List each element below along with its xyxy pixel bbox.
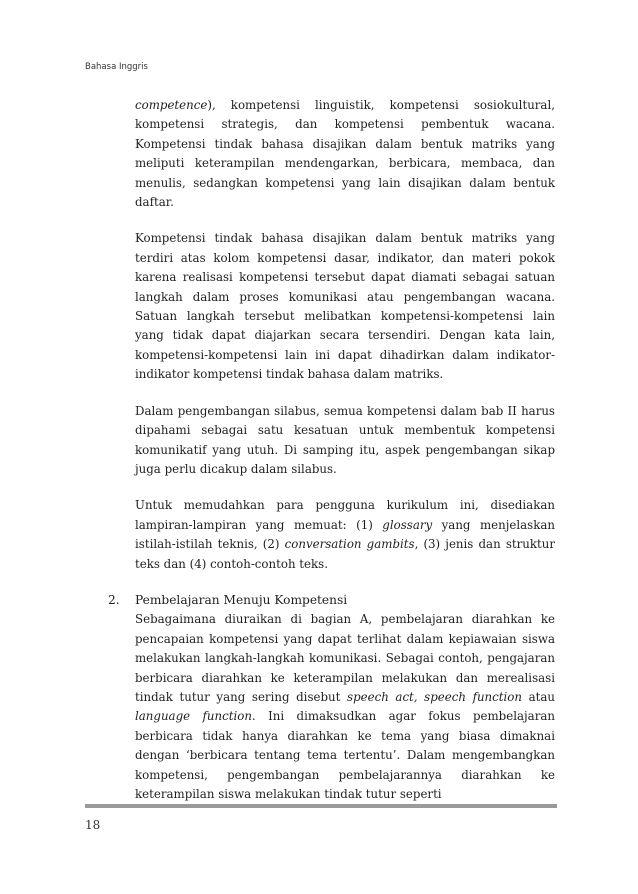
text-run: Untuk memudahkan para pengguna kurikulum ini, disediakan lampiran-lampiran yang memuat: (1) bbox=[135, 498, 555, 532]
footer-rule bbox=[85, 804, 557, 808]
body-text bbox=[108, 96, 556, 821]
italic-term: competence bbox=[135, 98, 208, 112]
text-run: Kompetensi tindak bahasa disajikan dalam bentuk matriks yang terdiri atas kolom kompetensi dasar, indikator, dan materi pokok karena realisasi kompetensi tersebut dapat diamati sebagai satuan langkah dalam proses komunikasi atau pengembangan wacana. Satuan langkah tersebut melibatkan kompetensi-kompetensi lain yang tidak dapat diajarkan secara tersendiri. Dengan kata lain, kompetensi-kompetensi lain ini dapat dihadirkan dalam indikator-indikator kompetensi tindak bahasa dalam matriks. bbox=[135, 231, 555, 382]
page-number: 18 bbox=[85, 818, 101, 832]
section-heading: Pembelajaran Menuju Kompetensi bbox=[135, 592, 348, 607]
text-run: , (3) jenis dan struktur teks dan (4) contoh-contoh teks. bbox=[135, 537, 555, 571]
text-run: atau bbox=[521, 689, 556, 704]
italic-term: glossary bbox=[382, 517, 433, 532]
text-run: Sebagaimana diuraikan di bagian A, pembelajaran diarahkan ke pencapaian kompetensi yang dapat terlihat dalam kepiawaian siswa melakukan langkah-langkah komunikasi. Sebagai contoh, pengajaran berbicara diarahkan ke keterampilan melakukan dan merealisasi tindak tutur yang sering disebut bbox=[135, 612, 555, 704]
section-2 bbox=[108, 591, 556, 804]
italic-term: speech act, speech function bbox=[347, 689, 522, 704]
paragraph bbox=[135, 496, 555, 574]
text-run: Dalam pengembangan silabus, semua kompetensi dalam bab II harus dipahami sebagai satu kesatuan untuk membentuk kompetensi komunikatif yang utuh. Di samping itu, aspek pengembangan sikap juga perlu dicakup dalam silabus. bbox=[135, 403, 555, 476]
text-run: yang menjelaskan istilah-istilah teknis, (2) bbox=[135, 517, 555, 552]
section-number: 2. bbox=[108, 592, 120, 607]
text-run: . Ini dimaksudkan agar fokus pembelajaran berbicara tidak hanya diarahkan ke tema yang biasa dimaknai dengan ‘berbicara tentang tema tertentu’. Dalam mengembangkan kompetensi, pengembangan pembelajarannya diarahkan ke keterampilan siswa melakukan tindak tutur seperti bbox=[135, 709, 555, 801]
italic-term: conversation gambits bbox=[284, 537, 415, 552]
text-run: ), kompetensi linguistik, kompetensi sosiokultural, kompetensi strategis, dan kompetensi pembentuk wacana. Kompetensi tindak bahasa disajikan dalam bentuk matriks yang meliputi keterampilan mendengarkan, berbicara, membaca, dan menulis, sedangkan kompetensi yang lain disajikan dalam bentuk daftar. bbox=[135, 98, 555, 210]
section-paragraph bbox=[135, 610, 555, 804]
paragraph bbox=[135, 96, 555, 212]
paragraph bbox=[135, 402, 555, 480]
italic-term: language function bbox=[135, 709, 252, 724]
running-head: Bahasa Inggris bbox=[85, 62, 148, 72]
paragraph bbox=[135, 229, 555, 384]
